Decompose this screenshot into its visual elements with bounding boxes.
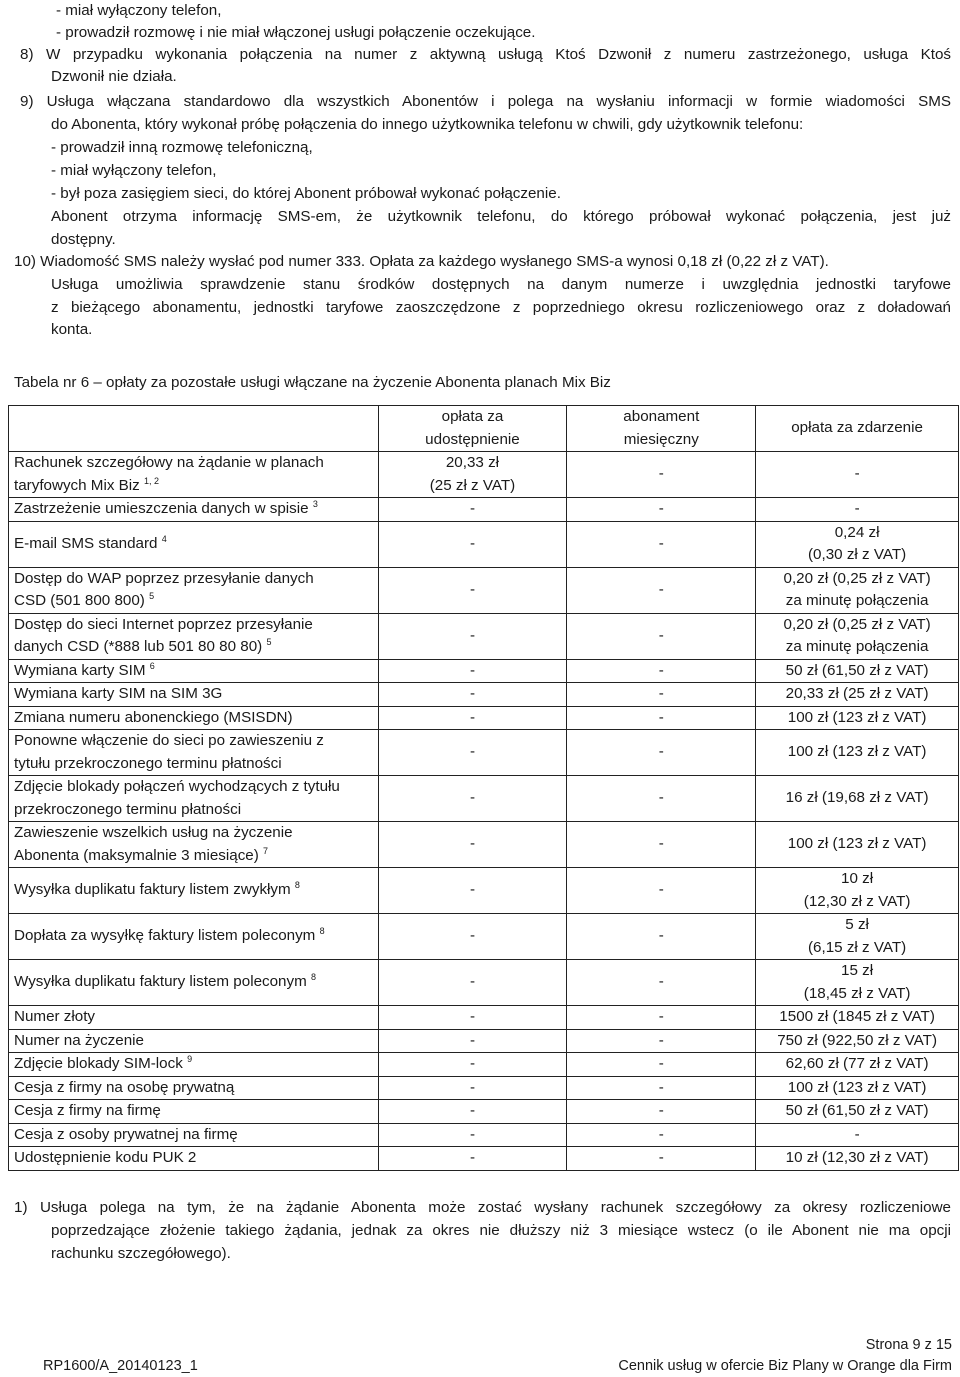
cell-service: E-mail SMS standard $^4$ [9, 521, 379, 567]
footnote-1-cont: rachunku szczegółowego). [51, 1245, 231, 1262]
table-row [9, 706, 959, 730]
cell-event: 100 zł (123 zł z VAT) [756, 822, 959, 868]
fees-table [8, 405, 959, 1171]
cell-service: Rachunek szczegółowy na żądanie w planach taryfowych Mix Biz $^{1, 2}$ [9, 452, 379, 498]
table-row [9, 1053, 959, 1077]
cell-service: Cesja z osoby prywatnej na firmę [9, 1123, 379, 1147]
cell-fee: - [378, 521, 567, 567]
page-number: Strona 9 z 15 [865, 1337, 952, 1353]
cell-subscription: - [567, 1029, 756, 1053]
cell-service: Wymiana karty SIM na SIM 3G [9, 683, 379, 707]
cell-event: 100 zł (123 zł z VAT) [756, 706, 959, 730]
cell-event: 16 zł (19,68 zł z VAT) [756, 776, 959, 822]
cell-subscription: - [567, 613, 756, 659]
cell-fee: - [378, 868, 567, 914]
cell-fee: - [378, 1006, 567, 1030]
cell-fee: - [378, 567, 567, 613]
cell-service: Ponowne włączenie do sieci po zawieszeniu z tytułu przekroczonego terminu płatności [9, 730, 379, 776]
header-cell-event: opłata za zdarzenie [756, 406, 959, 452]
cell-event: 100 zł (123 zł z VAT) [756, 730, 959, 776]
cell-fee: - [378, 960, 567, 1006]
table-row [9, 1100, 959, 1124]
paragraph-9-cont: do Abonenta, który wykonał próbę połączenia do innego użytkownika telefonu w chwili, gdy użytkownik telefonu: [51, 116, 804, 133]
cell-event: 62,60 zł (77 zł z VAT) [756, 1053, 959, 1077]
cell-fee: - [378, 1053, 567, 1077]
cell-fee: - [378, 822, 567, 868]
table-row [9, 776, 959, 822]
cell-subscription: - [567, 659, 756, 683]
cell-fee: - [378, 1123, 567, 1147]
cell-fee: - [378, 730, 567, 776]
cell-subscription: - [567, 1100, 756, 1124]
cell-event: 100 zł (123 zł z VAT) [756, 1076, 959, 1100]
table-row [9, 730, 959, 776]
cell-subscription: - [567, 567, 756, 613]
cell-fee: - [378, 1029, 567, 1053]
cell-subscription: - [567, 868, 756, 914]
cell-subscription: - [567, 706, 756, 730]
table-row [9, 567, 959, 613]
cell-service: Dostęp do sieci Internet poprzez przesyłanie danych CSD (*888 lub 501 80 80 80) $^5$ [9, 613, 379, 659]
list-item: - miał wyłączony telefon, [51, 162, 217, 179]
list-item: - miał wyłączony telefon, [56, 2, 222, 19]
cell-fee: - [378, 1076, 567, 1100]
cell-service: Dostęp do WAP poprzez przesyłanie danych CSD (501 800 800) $^5$ [9, 567, 379, 613]
header-cell-fee: opłata za udostępnienie [378, 406, 567, 452]
cell-event: - [756, 452, 959, 498]
paragraph-10-cont: z bieżącego abonamentu, jednostki taryfowe zaoszczędzone z poprzedniego okresu rozliczeniowego oraz z doładowań [51, 299, 951, 316]
cell-fee: - [378, 706, 567, 730]
cell-subscription: - [567, 521, 756, 567]
paragraph-9-info-cont: dostępny. [51, 231, 116, 248]
cell-event: 20,33 zł (25 zł z VAT) [756, 683, 959, 707]
cell-fee: 20,33 zł (25 zł z VAT) [378, 452, 567, 498]
cell-service: Dopłata za wysyłkę faktury listem poleconym $^8$ [9, 914, 379, 960]
table-row [9, 498, 959, 522]
cell-event: 10 zł (12,30 zł z VAT) [756, 1147, 959, 1171]
cell-service: Numer złoty [9, 1006, 379, 1030]
cell-service: Zdjęcie blokady połączeń wychodzących z tytułu przekroczonego terminu płatności [9, 776, 379, 822]
cell-service: Cesja z firmy na osobę prywatną [9, 1076, 379, 1100]
table-row [9, 1076, 959, 1100]
table-row [9, 683, 959, 707]
table-row [9, 960, 959, 1006]
paragraph-9: 9) Usługa włączana standardowo dla wszystkich Abonentów i polega na wysłaniu informacji w formie wiadomości SMS [20, 93, 951, 110]
header-cell-subscription: abonament miesięczny [567, 406, 756, 452]
cell-subscription: - [567, 683, 756, 707]
cell-event: - [756, 498, 959, 522]
cell-event: 0,24 zł (0,30 zł z VAT) [756, 521, 959, 567]
table-row [9, 868, 959, 914]
cell-fee: - [378, 1147, 567, 1171]
cell-service: Numer na życzenie [9, 1029, 379, 1053]
table-row [9, 914, 959, 960]
cell-event: - [756, 1123, 959, 1147]
cell-subscription: - [567, 1053, 756, 1077]
cell-service: Udostępnienie kodu PUK 2 [9, 1147, 379, 1171]
list-item: - był poza zasięgiem sieci, do której Abonent próbował wykonać połączenie. [51, 185, 561, 202]
cell-subscription: - [567, 1076, 756, 1100]
paragraph-10-cont: konta. [51, 321, 93, 338]
cell-event: 0,20 zł (0,25 zł z VAT) za minutę połączenia [756, 567, 959, 613]
cell-service: Zawieszenie wszelkich usług na życzenie Abonenta (maksymalnie 3 miesiące) $^7$ [9, 822, 379, 868]
footnote-1: 1) Usługa polega na tym, że na żądanie Abonenta może zostać wysłany rachunek szczegółowy za okresy rozliczeniowe [14, 1199, 951, 1216]
cell-subscription: - [567, 730, 756, 776]
cell-fee: - [378, 659, 567, 683]
cell-subscription: - [567, 1123, 756, 1147]
cell-event: 5 zł (6,15 zł z VAT) [756, 914, 959, 960]
table-header-row [9, 406, 959, 452]
list-item: - prowadził inną rozmowę telefoniczną, [51, 139, 313, 156]
cell-service: Zmiana numeru abonenckiego (MSISDN) [9, 706, 379, 730]
header-cell-service [9, 406, 379, 452]
paragraph-10: 10) Wiadomość SMS należy wysłać pod numer 333. Opłata za każdego wysłanego SMS-a wynosi 0,18 zł (0,22 zł z VAT). [14, 253, 829, 270]
table-row [9, 613, 959, 659]
cell-event: 1500 zł (1845 zł z VAT) [756, 1006, 959, 1030]
cell-fee: - [378, 776, 567, 822]
paragraph-9-info: Abonent otrzyma informację SMS-em, że użytkownik telefonu, do którego próbował wykonać połączenia, jest już [51, 208, 951, 225]
cell-event: 50 zł (61,50 zł z VAT) [756, 1100, 959, 1124]
paragraph-10-cont: Usługa umożliwia sprawdzenie stanu środków dostępnych na danym numerze i uwzględnia jednostki taryfowe [51, 276, 951, 293]
cell-fee: - [378, 914, 567, 960]
cell-event: 15 zł (18,45 zł z VAT) [756, 960, 959, 1006]
table-row [9, 1147, 959, 1171]
table-caption: Tabela nr 6 – opłaty za pozostałe usługi włączane na życzenie Abonenta planach Mix Biz [14, 374, 611, 391]
table-row [9, 1029, 959, 1053]
cell-event: 0,20 zł (0,25 zł z VAT) za minutę połączenia [756, 613, 959, 659]
cell-subscription: - [567, 1006, 756, 1030]
cell-fee: - [378, 613, 567, 659]
cell-subscription: - [567, 498, 756, 522]
cell-subscription: - [567, 914, 756, 960]
footnote-1-cont: poprzedzające złożenie takiego żądania, jednak za okres nie dłuższy niż 3 miesiące wstecz (o ile Abonent nie ma opcji [51, 1222, 951, 1239]
cell-fee: - [378, 498, 567, 522]
table-row [9, 452, 959, 498]
cell-service: Wysyłka duplikatu faktury listem zwykłym $^8$ [9, 868, 379, 914]
document-id: RP1600/A_20140123_1 [43, 1358, 198, 1374]
table-row [9, 659, 959, 683]
cell-event: 50 zł (61,50 zł z VAT) [756, 659, 959, 683]
cell-subscription: - [567, 960, 756, 1006]
cell-subscription: - [567, 1147, 756, 1171]
cell-service: Cesja z firmy na firmę [9, 1100, 379, 1124]
table-row [9, 822, 959, 868]
table-row [9, 521, 959, 567]
cell-fee: - [378, 683, 567, 707]
paragraph-8: 8) W przypadku wykonania połączenia na numer z aktywną usługą Ktoś Dzwonił z numeru zastrzeżonego, usługa Ktoś [20, 46, 951, 63]
cell-subscription: - [567, 822, 756, 868]
cell-event: 750 zł (922,50 zł z VAT) [756, 1029, 959, 1053]
cell-event: 10 zł (12,30 zł z VAT) [756, 868, 959, 914]
cell-fee: - [378, 1100, 567, 1124]
table-row [9, 1123, 959, 1147]
list-item: - prowadził rozmowę i nie miał włączonej usługi połączenie oczekujące. [56, 24, 536, 41]
cell-subscription: - [567, 452, 756, 498]
cell-service: Zdjęcie blokady SIM-lock $^9$ [9, 1053, 379, 1077]
table-row [9, 1006, 959, 1030]
cell-service: Wymiana karty SIM $^6$ [9, 659, 379, 683]
paragraph-8-cont: Dzwonił nie działa. [51, 68, 177, 85]
cell-service: Wysyłka duplikatu faktury listem poleconym $^8$ [9, 960, 379, 1006]
cell-subscription: - [567, 776, 756, 822]
document-title: Cennik usług w ofercie Biz Plany w Orange dla Firm [618, 1358, 952, 1374]
cell-service: Zastrzeżenie umieszczenia danych w spisie $^3$ [9, 498, 379, 522]
